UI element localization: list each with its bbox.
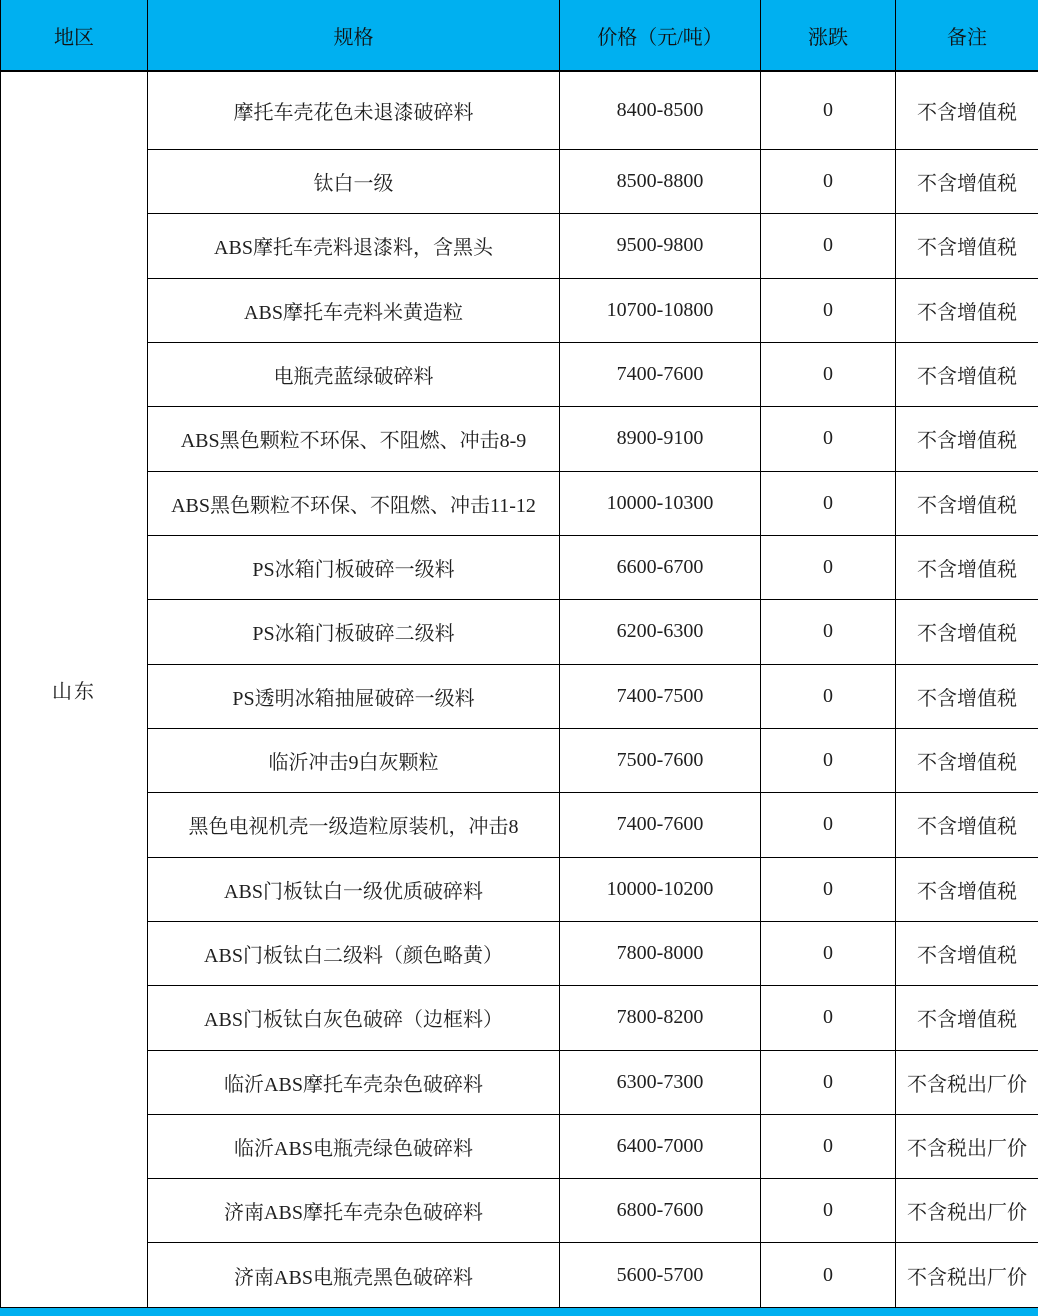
table-row: [1, 793, 1038, 857]
change-cell: 0: [761, 278, 896, 342]
spec-cell: 临沂冲击9白灰颗粒: [148, 728, 560, 792]
remark-cell: 不含增值税: [896, 600, 1038, 664]
change-cell: 0: [761, 1114, 896, 1178]
remark-cell: 不含增值税: [896, 857, 1038, 921]
price-cell: 7500-7600: [560, 728, 761, 792]
spec-cell: PS透明冰箱抽屉破碎一级料: [148, 664, 560, 728]
price-cell: 7400-7600: [560, 793, 761, 857]
spec-cell: ABS黑色颗粒不环保、不阻燃、冲击11-12: [148, 471, 560, 535]
spec-cell: 钛白一级: [148, 149, 560, 213]
header-change: 涨跌: [761, 0, 896, 71]
spec-cell: ABS门板钛白一级优质破碎料: [148, 857, 560, 921]
spec-cell: 济南ABS摩托车壳杂色破碎料: [148, 1179, 560, 1243]
header-spec: 规格: [148, 0, 560, 71]
price-cell: 6200-6300: [560, 600, 761, 664]
spec-cell: 摩托车壳花色未退漆破碎料: [148, 71, 560, 149]
change-cell: 0: [761, 214, 896, 278]
remark-cell: 不含增值税: [896, 664, 1038, 728]
remark-cell: 不含增值税: [896, 149, 1038, 213]
price-cell: 5600-5700: [560, 1243, 761, 1308]
spec-cell: PS冰箱门板破碎一级料: [148, 535, 560, 599]
price-cell: 10000-10200: [560, 857, 761, 921]
price-cell: 8900-9100: [560, 407, 761, 471]
price-cell: 8500-8800: [560, 149, 761, 213]
table-row: [1, 71, 1038, 149]
table-row: [1, 471, 1038, 535]
table-row: [1, 728, 1038, 792]
price-cell: 6600-6700: [560, 535, 761, 599]
region-cell: 山东: [1, 71, 148, 1308]
remark-cell: 不含增值税: [896, 407, 1038, 471]
remark-cell: 不含增值税: [896, 214, 1038, 278]
table-row: [1, 664, 1038, 728]
price-cell: 6400-7000: [560, 1114, 761, 1178]
change-cell: 0: [761, 407, 896, 471]
remark-cell: 不含税出厂价: [896, 1114, 1038, 1178]
change-cell: 0: [761, 1050, 896, 1114]
spec-cell: PS冰箱门板破碎二级料: [148, 600, 560, 664]
spec-cell: ABS摩托车壳料米黄造粒: [148, 278, 560, 342]
table-row: [1, 857, 1038, 921]
table-row: [1, 986, 1038, 1050]
spec-cell: ABS摩托车壳料退漆料，含黑头: [148, 214, 560, 278]
change-cell: 0: [761, 600, 896, 664]
spec-cell: 临沂ABS摩托车壳杂色破碎料: [148, 1050, 560, 1114]
remark-cell: 不含增值税: [896, 728, 1038, 792]
remark-cell: 不含增值税: [896, 71, 1038, 149]
change-cell: 0: [761, 921, 896, 985]
table-row: [1, 600, 1038, 664]
change-cell: 0: [761, 986, 896, 1050]
table-row: [1, 214, 1038, 278]
table-row: [1, 342, 1038, 406]
header-remark: 备注: [896, 0, 1038, 71]
remark-cell: 不含增值税: [896, 793, 1038, 857]
spec-cell: ABS黑色颗粒不环保、不阻燃、冲击8-9: [148, 407, 560, 471]
change-cell: 0: [761, 342, 896, 406]
remark-cell: 不含税出厂价: [896, 1179, 1038, 1243]
price-cell: 10000-10300: [560, 471, 761, 535]
table-row: [1, 1243, 1038, 1308]
price-cell: 9500-9800: [560, 214, 761, 278]
remark-cell: 不含税出厂价: [896, 1243, 1038, 1308]
spec-cell: 济南ABS电瓶壳黑色破碎料: [148, 1243, 560, 1308]
price-cell: 8400-8500: [560, 71, 761, 149]
spec-cell: 黑色电视机壳一级造粒原装机，冲击8: [148, 793, 560, 857]
spec-cell: ABS门板钛白二级料（颜色略黄）: [148, 921, 560, 985]
change-cell: 0: [761, 664, 896, 728]
table-row: [1, 407, 1038, 471]
remark-cell: 不含增值税: [896, 342, 1038, 406]
change-cell: 0: [761, 857, 896, 921]
table-row: [1, 1179, 1038, 1243]
remark-cell: 不含增值税: [896, 471, 1038, 535]
change-cell: 0: [761, 1179, 896, 1243]
change-cell: 0: [761, 471, 896, 535]
price-cell: 6800-7600: [560, 1179, 761, 1243]
spec-cell: 电瓶壳蓝绿破碎料: [148, 342, 560, 406]
table-row: [1, 149, 1038, 213]
remark-cell: 不含增值税: [896, 535, 1038, 599]
table-row: [1, 535, 1038, 599]
price-cell: 7800-8200: [560, 986, 761, 1050]
change-cell: 0: [761, 1243, 896, 1308]
change-cell: 0: [761, 71, 896, 149]
table-row: [1, 1050, 1038, 1114]
spec-cell: 临沂ABS电瓶壳绿色破碎料: [148, 1114, 560, 1178]
header-region: 地区: [1, 0, 148, 71]
change-cell: 0: [761, 728, 896, 792]
header-row: [1, 0, 1038, 71]
bottom-strip: [0, 1308, 1038, 1316]
change-cell: 0: [761, 535, 896, 599]
price-cell: 7400-7600: [560, 342, 761, 406]
table-row: [1, 1114, 1038, 1178]
header-price: 价格（元/吨）: [560, 0, 761, 71]
price-cell: 7800-8000: [560, 921, 761, 985]
spec-cell: ABS门板钛白灰色破碎（边框料）: [148, 986, 560, 1050]
table-row: [1, 921, 1038, 985]
remark-cell: 不含增值税: [896, 921, 1038, 985]
remark-cell: 不含增值税: [896, 278, 1038, 342]
price-cell: 6300-7300: [560, 1050, 761, 1114]
remark-cell: 不含税出厂价: [896, 1050, 1038, 1114]
remark-cell: 不含增值税: [896, 986, 1038, 1050]
change-cell: 0: [761, 793, 896, 857]
price-cell: 10700-10800: [560, 278, 761, 342]
change-cell: 0: [761, 149, 896, 213]
table-row: [1, 278, 1038, 342]
price-cell: 7400-7500: [560, 664, 761, 728]
